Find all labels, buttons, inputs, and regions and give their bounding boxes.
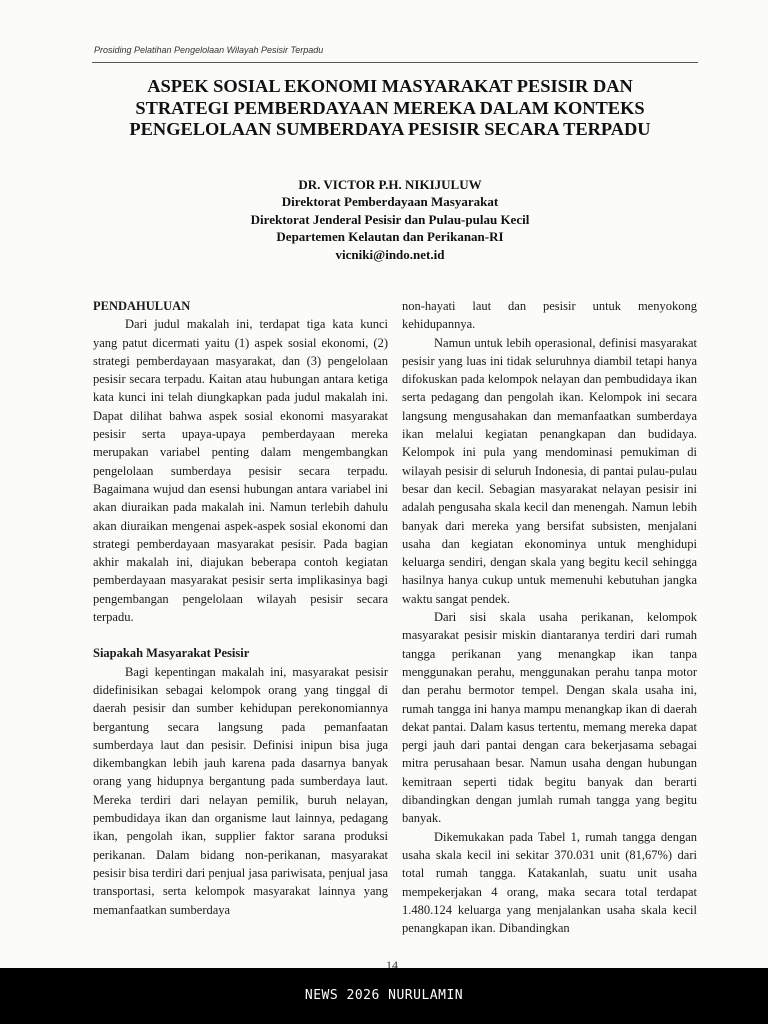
paragraph: Dari sisi skala usaha perikanan, kelompok masyarakat pesisir miskin diantaranya terdiri dari rumah tangga perikanan yang menangkap ikan tanpa menggunakan perahu, menggunakan perahu tanpa motor dan perahu bermotor tempel. Dengan skala usaha ini, rumah tangga ini hanya mampu menangkap ikan di daerah dekat pantai. Dalam kasus tertentu, memang mereka dapat pergi jauh dari pantai dengan cara bekerjasama sebagai mitra perusahaan besar. Namun usaha dengan hubungan kemitraan seperti tidak begitu banyak dan berarti dibandingkan dengan jumlah rumah tangga yang begitu banyak. xyxy=(402,610,697,826)
header-rule xyxy=(92,62,698,63)
section-heading-pendahuluan: PENDAHULUAN xyxy=(93,299,191,313)
author-email[interactable]: vicniki@indo.net.id xyxy=(335,246,445,262)
paragraph: non-hayati laut dan pesisir untuk menyokong kehidupannya. xyxy=(402,299,697,332)
article-title xyxy=(100,76,680,141)
author-affiliation: Direktorat Pemberdayaan Masyarakat xyxy=(281,194,499,210)
footer-watermark: NEWS 2026 NURULAMIN xyxy=(304,988,464,1003)
author-block xyxy=(150,176,630,263)
author-name: DR. VICTOR P.H. NIKIJULUW xyxy=(298,177,482,192)
paragraph: Namun untuk lebih operasional, definisi masyarakat pesisir yang luas ini tidak seluruhnya diambil tetapi hanya difokuskan pada kelompok nelayan dan pembudidaya ikan serta pedagang dan pengolah ikan. Kelompok ini secara langsung mengusahakan dan memanfaatkan sumberdaya ikan melalui kegiatan penangkapan dan budidaya. Kelompok ini pula yang mendominasi pemukiman di wilayah pesisir di seluruh Indonesia, di pantai pulau-pulau besar dan kecil. Sebagian masyarakat nelayan pesisir ini adalah pengusaha skala kecil dan menengah. Namun lebih banyak dari mereka yang bersifat subsisten, menjalani usaha dan kegiatan ekonominya untuk menghidupi keluarga sendiri, dengan skala yang begitu kecil sehingga hasilnya hanya cukup untuk memenuhi kebutuhan jangka waktu sangat pendek. xyxy=(402,335,697,606)
author-affiliation: Direktorat Jenderal Pesisir dan Pulau-pulau Kecil xyxy=(250,211,530,227)
footer-bar xyxy=(0,968,768,1024)
left-column xyxy=(93,297,388,919)
right-column xyxy=(402,297,697,937)
section-heading-siapakah: Siapakah Masyarakat Pesisir xyxy=(93,646,250,661)
title-line: STRATEGI PEMBERDAYAAN MEREKA DALAM KONTEKS xyxy=(135,97,645,118)
paragraph: Bagi kepentingan makalah ini, masyarakat pesisir didefinisikan sebagai kelompok orang yang tinggal di daerah pesisir dan sumber kehidupan perekonomiannya bergantung secara langsung pada pemanfaatan sumberdaya laut dan pesisir. Definisi inipun bisa juga dikembangkan lebih jauh karena pada dasarnya banyak orang yang hidupnya bergantung pada sumberdaya laut. Mereka terdiri dari nelayan pemilik, buruh nelayan, pembudidaya ikan dan organisme laut lainnya, pedagang ikan, pengolah ikan, supplier faktor sarana produksi perikanan. Dalam bidang non-perikanan, masyarakat pesisir bisa terdiri dari penjual jasa pariwisata, penjual jasa transportasi, serta kelompok masyarakat lainnya yang memanfaatkan sumberdaya xyxy=(93,664,388,917)
title-line: ASPEK SOSIAL EKONOMI MASYARAKAT PESISIR DAN xyxy=(147,76,633,96)
running-header: Prosiding Pelatihan Pengelolaan Wilayah Pesisir Terpadu xyxy=(94,45,324,55)
title-line: PENGELOLAAN SUMBERDAYA PESISIR SECARA TERPADU xyxy=(129,119,651,139)
paragraph: Dari judul makalah ini, terdapat tiga kata kunci yang patut dicermati yaitu (1) aspek sosial ekonomi, (2) strategi pemberdayaan masyarakat, dan (3) pengelolaan pesisir secara terpadu. Kaitan atau hubungan antara ketiga kata kunci ini telah diungkapkan pada judul makalah ini. Dapat dilihat bahwa aspek sosial ekonomi masyarakat pesisir serta upaya-upaya pemberdayaan mereka merupakan variabel penting dalam mengembangkan pengelolaan sumberdaya pesisir secara terpadu. Bagaimana wujud dan esensi hubungan antara variabel ini akan diuraikan pada makalah ini. Namun terlebih dahulu akan diuraikan mengenai aspek-aspek sosial ekonomi dan strategi pemberdayaan masyarakat pesisir. Pada bagian akhir makalah ini, diajukan beberapa contoh kegiatan pemberdayaan masyarakat pesisir serta implikasinya bagi pengembangan pengelolaan wilayah pesisir secara terpadu. xyxy=(93,317,388,625)
author-affiliation: Departemen Kelautan dan Perikanan-RI xyxy=(276,229,504,245)
page-number: 14 xyxy=(386,958,398,968)
paragraph: Dikemukakan pada Tabel 1, rumah tangga dengan usaha skala kecil ini sekitar 370.031 unit (81,67%) dari total rumah tangga. Katakanlah, suatu unit usaha mempekerjakan 4 orang, maka secara total terdapat 1.480.124 keluarga yang menjalankan usaha skala kecil penangkapan ikan. Dibandingkan xyxy=(402,829,697,936)
